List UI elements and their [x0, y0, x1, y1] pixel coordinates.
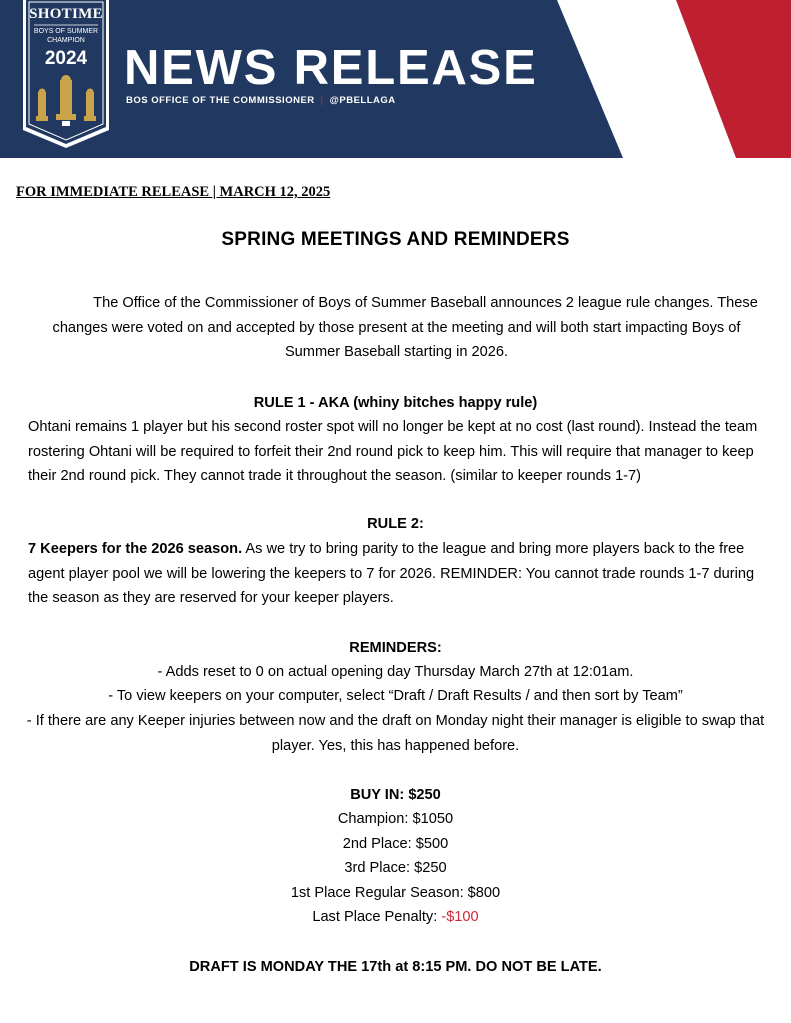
badge-year: 2024 — [44, 48, 88, 69]
header-subline — [126, 95, 396, 106]
intro-text: The Office of the Commissioner of Boys of Summer Baseball announces 2 league rule changes. These changes were voted on and accepted by those present at the meeting and will both start impacting Boys of Summer Baseball starting in 2026. — [52, 295, 758, 361]
penalty-label: Last Place Penalty: — [312, 909, 442, 925]
rule2-title: RULE 2: — [367, 516, 424, 532]
payout-item: Champion: $1050 — [337, 811, 454, 827]
badge-subtitle-line-2: CHAMPION — [47, 37, 85, 44]
rule2-text: As we try to bring parity to the league and bring more players back to the free agent player pool we will be lowering the keepers to 7 for 2026. REMINDER: You cannot trade rounds 1-7 during the season as they are reserved for your keeper players. — [28, 541, 755, 607]
social-handle: @PBELLAGA — [329, 95, 396, 106]
news-release-title: NEWS RELEASE — [124, 41, 538, 95]
buy-in-title: BUY IN: $250 — [350, 787, 441, 803]
document-heading: SPRING MEETINGS AND REMINDERS — [221, 229, 570, 250]
release-date-line: FOR IMMEDIATE RELEASE | MARCH 12, 2025 — [16, 184, 331, 200]
rule1-body: Ohtani remains 1 player but his second roster spot will no longer be kept at no cost (last round). Instead the team rostering Ohtani will be required to forfeit their 2nd round pick to keep him. This will require that manager to keep their 2nd round pick. They cannot trade it throughout the season. (similar to keeper rounds 1-7) — [28, 419, 758, 485]
rule1-title: RULE 1 - AKA (whiny bitches happy rule) — [253, 395, 538, 411]
last-place-penalty — [20, 905, 771, 930]
reminder-item: - To view keepers on your computer, select “Draft / Draft Results / and then sort by Team” — [108, 688, 683, 704]
rule2-lead: 7 Keepers for the 2026 season. — [28, 541, 243, 557]
header-divider: | — [320, 95, 324, 106]
header-banner — [0, 0, 791, 158]
intro-paragraph — [30, 291, 763, 365]
badge-title: SHOTIME — [29, 6, 103, 22]
penalty-value: -$100 — [441, 909, 479, 925]
reminder-item: - Adds reset to 0 on actual opening day Thursday March 27th at 12:01am. — [157, 664, 634, 680]
payout-item: 2nd Place: $500 — [342, 836, 449, 852]
office-name: BOS OFFICE OF THE COMMISSIONER — [126, 95, 315, 106]
badge-subtitle — [22, 27, 110, 45]
reminders-title: REMINDERS: — [349, 640, 442, 656]
rule2-body — [28, 537, 770, 611]
payout-item: 1st Place Regular Season: $800 — [290, 885, 501, 901]
reminder-item: - If there are any Keeper injuries between now and the draft on Monday night their manager is eligible to swap that player. Yes, this has happened before. — [26, 713, 765, 754]
draft-notice: DRAFT IS MONDAY THE 17th at 8:15 PM. DO NOT BE LATE. — [189, 959, 602, 975]
badge-subtitle-line-1: BOYS OF SUMMER — [33, 28, 99, 35]
payout-item: 3rd Place: $250 — [344, 860, 447, 876]
